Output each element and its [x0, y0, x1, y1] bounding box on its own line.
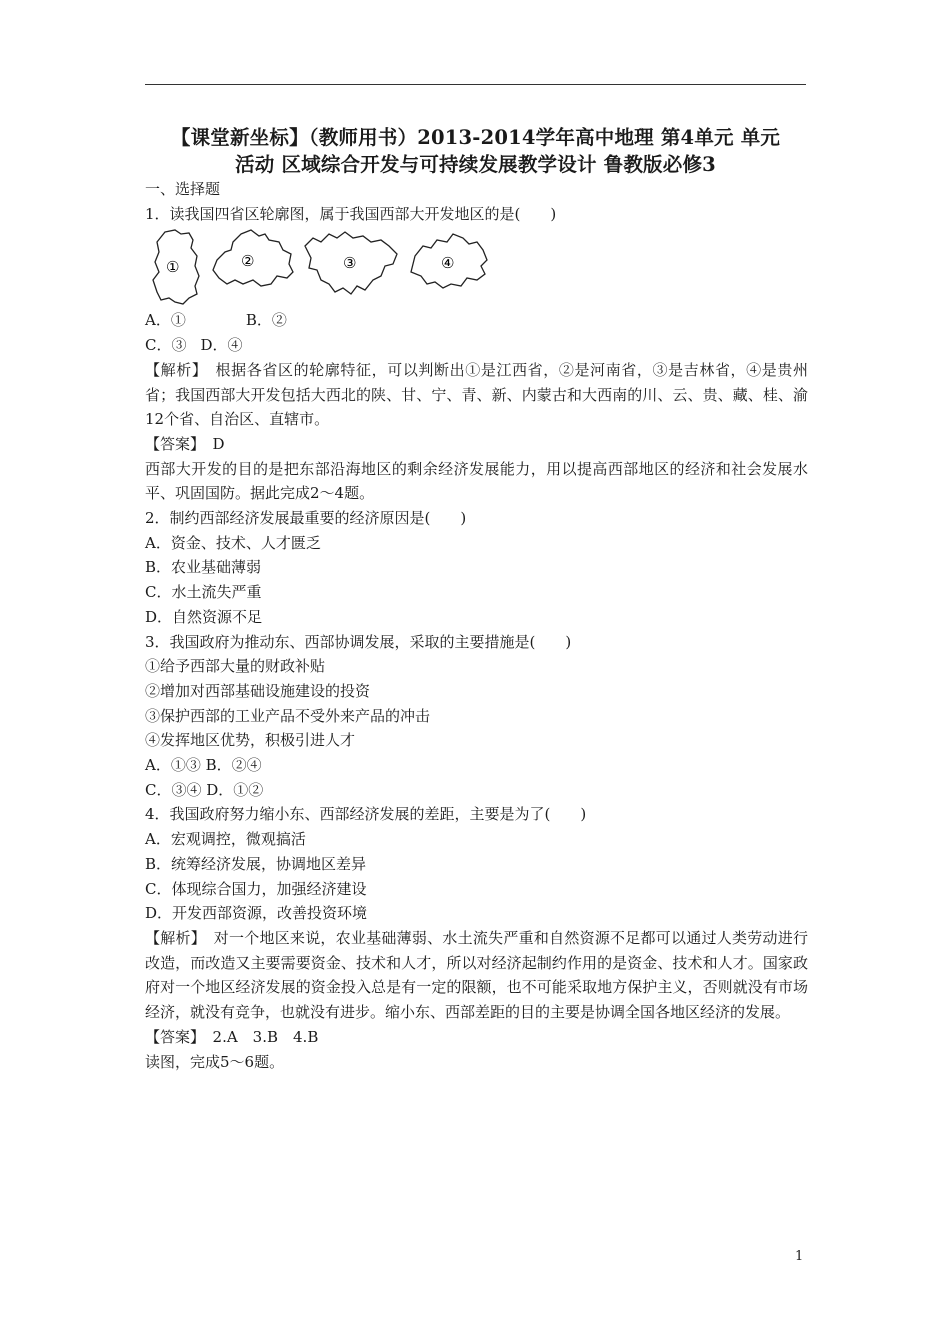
document-body — [145, 177, 808, 1074]
option-a: A．① — [145, 311, 186, 330]
title-line-1: 【课堂新坐标】（教师用书）2013-2014学年高中地理 第4单元 单元 — [170, 126, 781, 149]
province-map-4 — [407, 228, 491, 292]
questions-2-4-analysis — [145, 926, 808, 1025]
question-2-option-c: C．水土流失严重 — [145, 583, 262, 602]
option-c: C．③④ — [145, 780, 202, 799]
answer-label: 【答案】 — [145, 1027, 198, 1046]
option-d: D．①② — [206, 780, 264, 799]
title-line-2: 活动 区域综合开发与可持续发展教学设计 鲁教版必修3 — [235, 153, 716, 176]
map-label-1: ① — [166, 258, 180, 277]
question-2-option-a: A．资金、技术、人才匮乏 — [145, 533, 321, 552]
question-2-option-d: D．自然资源不足 — [145, 607, 263, 626]
header-rule — [145, 84, 806, 85]
analysis-label: 【解析】 — [145, 360, 200, 379]
option-c: C．③ — [145, 336, 187, 355]
question-1-options-cd — [145, 333, 808, 358]
question-3-item-4: ④发挥地区优势，积极引进人才 — [145, 731, 356, 750]
option-b: B．②④ — [205, 756, 262, 775]
question-2-option-b: B．农业基础薄弱 — [145, 558, 262, 577]
question-4-option-d: D．开发西部资源，改善投资环境 — [145, 904, 368, 923]
question-3-item-1: ①给予西部大量的财政补贴 — [145, 657, 326, 676]
province-map-2 — [211, 228, 295, 292]
map-label-3: ③ — [343, 254, 357, 273]
question-3-item-3: ③保护西部的工业产品不受外来产品的冲击 — [145, 706, 431, 725]
analysis-label: 【解析】 — [145, 928, 199, 947]
question-3-options-cd — [145, 778, 808, 803]
question-1-answer — [145, 432, 808, 457]
question-3-stem: 3．我国政府为推动东、西部协调发展，采取的主要措施是( ) — [145, 632, 572, 651]
answer-label: 【答案】 — [145, 434, 198, 453]
map-label-4: ④ — [441, 254, 455, 273]
option-b: B．② — [245, 311, 287, 330]
questions-2-4-intro: 西部大开发的目的是把东部沿海地区的剩余经济发展能力，用以提高西部地区的经济和社会发展水平、巩固国防。据此完成2～4题。 — [145, 459, 808, 503]
analysis-text: 根据各省区的轮廓特征，可以判断出①是江西省，②是河南省，③是吉林省，④是贵州省；我国西部大开发包括大西北的陕、甘、宁、青、新、内蒙古和大西南的川、云、贵、藏、桂、渝12个省、自治区、直辖市。 — [145, 360, 808, 429]
question-3-options-ab — [145, 753, 808, 778]
question-3-item-2: ②增加对西部基础设施建设的投资 — [145, 681, 371, 700]
question-1-options-ab — [145, 308, 808, 333]
questions-5-6-intro: 读图，完成5～6题。 — [145, 1052, 285, 1071]
question-2-stem: 2．制约西部经济发展最重要的经济原因是( ) — [145, 509, 467, 528]
page-number: 1 — [795, 1249, 804, 1264]
answer-value: D — [212, 434, 225, 453]
option-a: A．①③ — [145, 756, 201, 775]
question-4-option-a: A．宏观调控，微观搞活 — [145, 830, 306, 849]
province-outline-figure — [145, 228, 808, 306]
question-4-option-b: B．统筹经济发展，协调地区差异 — [145, 854, 367, 873]
answer-value: 2.A 3.B 4.B — [212, 1027, 319, 1046]
question-1-analysis — [145, 358, 808, 432]
questions-2-4-answer — [145, 1025, 808, 1050]
province-map-1 — [151, 228, 203, 306]
question-4-stem: 4．我国政府努力缩小东、西部经济发展的差距，主要是为了( ) — [145, 805, 587, 824]
section-heading: 一、选择题 — [145, 180, 221, 198]
analysis-text: 对一个地区来说，农业基础薄弱、水土流失严重和自然资源不足都可以通过人类劳动进行改造，而改造又主要需要资金、技术和人才，所以对经济起制约作用的是资金、技术和人才。国家政府对一个地区经济发展的资金投入总是有一定的限额，也不可能采取地方保护主义，否则就没有市场经济，就没有竞争，也就没有进步。缩小东、西部差距的目的主要是协调全国各地区经济的发展。 — [145, 928, 808, 1022]
option-d: D．④ — [200, 336, 243, 355]
document-title — [145, 124, 806, 178]
question-1-stem: 1．读我国四省区轮廓图，属于我国西部大开发地区的是( ) — [145, 204, 557, 223]
province-map-3 — [301, 228, 401, 300]
map-label-2: ② — [241, 252, 255, 271]
question-4-option-c: C．体现综合国力，加强经济建设 — [145, 879, 367, 898]
